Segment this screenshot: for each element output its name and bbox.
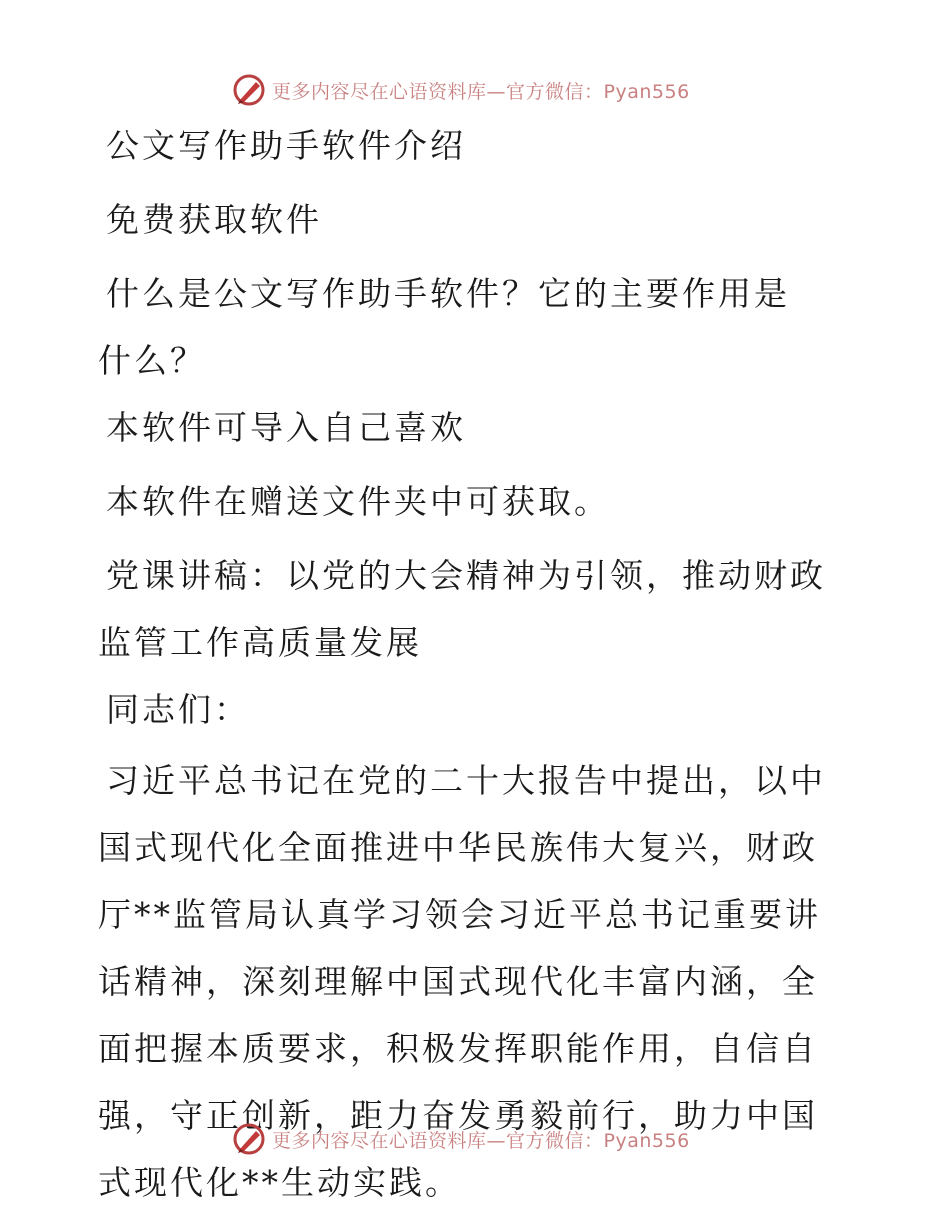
watermark-text: 更多内容尽在心语资料库—官方微信：Pyan556	[272, 80, 690, 103]
salutation: 同志们：	[106, 690, 250, 729]
paragraph: 什么是公文写作助手软件？它的主要作用是什么？	[98, 274, 790, 380]
paragraph: 本软件在赠送文件夹中可获取。	[106, 482, 610, 521]
header-watermark	[232, 72, 690, 108]
pen-logo-icon	[232, 73, 266, 107]
lecture-title: 党课讲稿：以党的大会精神为引领，推动财政监管工作高质量发展	[98, 556, 826, 662]
pen-logo-icon	[232, 1122, 266, 1156]
doc-title: 公文写作助手软件介绍	[106, 126, 466, 165]
watermark-text: 更多内容尽在心语资料库—官方微信：Pyan556	[272, 1129, 690, 1152]
paragraph: 免费获取软件	[106, 200, 322, 239]
footer-watermark	[232, 1121, 690, 1157]
paragraph: 本软件可导入自己喜欢	[106, 408, 466, 447]
body-paragraph: 习近平总书记在党的二十大报告中提出，以中国式现代化全面推进中华民族伟大复兴，财政厅**监管局认真学习领会习近平总书记重要讲话精神，深刻理解中国式现代化丰富内涵，全面把握本质要求，积极发挥职能作用，自信自强，守正创新，距力奋发勇毅前行，助力中国式现代化**生动实践。	[98, 761, 826, 1202]
